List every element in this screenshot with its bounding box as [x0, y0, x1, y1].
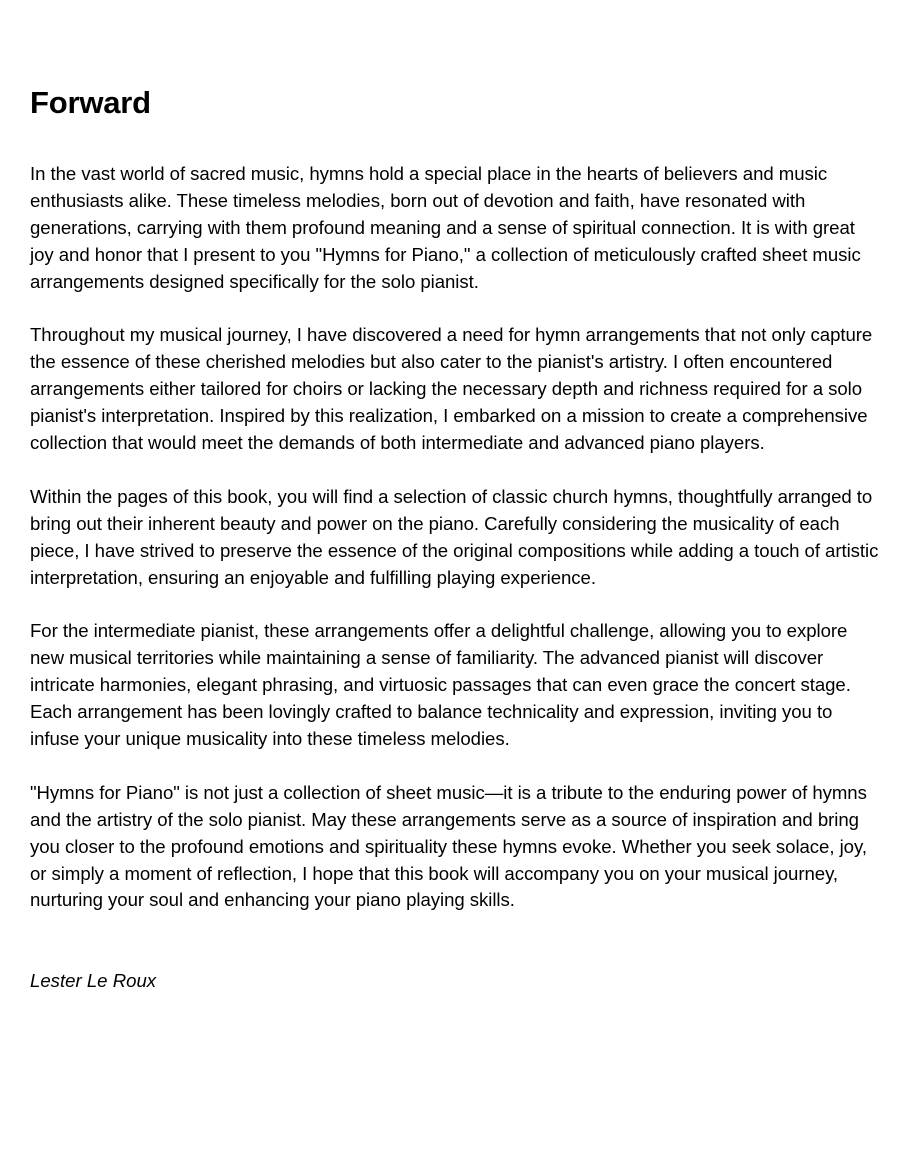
page-title: Forward	[30, 85, 151, 120]
paragraph-contents: Within the pages of this book, you will find a selection of classic church hymns, thoughtfully arranged to bring out their inherent beauty and power on the piano. Carefully considering the musicality of each piece, I have strived to preserve the essence of the original compositions while adding a touch of artistic interpretation, ensuring an enjoyable and fulfilling playing experience.	[30, 485, 879, 588]
paragraph-audience: For the intermediate pianist, these arrangements offer a delightful challenge, allowing you to explore new musical territories while maintaining a sense of familiarity. The advanced pianist will discover intricate harmonies, elegant phrasing, and virtuosic passages that can even grace the concert stage. Each arrangement has been lovingly crafted to balance technicality and expression, inviting you to infuse your unique musicality into these timeless melodies.	[30, 620, 851, 749]
paragraph-motivation: Throughout my musical journey, I have discovered a need for hymn arrangements that not only capture the essence of these cherished melodies but also cater to the pianist's artistry. I often encountered arrangements either tailored for choirs or lacking the necessary depth and richness required for a solo pianist's interpretation. Inspired by this realization, I embarked on a mission to create a comprehensive collection that would meet the demands of both intermediate and advanced piano players.	[30, 324, 873, 454]
paragraph-introduction: In the vast world of sacred music, hymns hold a special place in the hearts of believers and music enthusiasts alike. These timeless melodies, born out of devotion and faith, have resonated with generations, carrying with them profound meaning and a sense of spiritual connection. It is with great joy and honor that I present to you "Hymns for Piano," a collection of meticulously crafted sheet music arrangements designed specifically for the solo pianist.	[30, 163, 861, 292]
paragraph-closing: "Hymns for Piano" is not just a collection of sheet music—it is a tribute to the enduring power of hymns and the artistry of the solo pianist. May these arrangements serve as a source of inspiration and bring you closer to the profound emotions and spirituality these hymns evoke. Whether you seek solace, joy, or simply a moment of reflection, I hope that this book will accompany you on your musical journey, nurturing your soul and enhancing your piano playing skills.	[30, 781, 867, 911]
document-page	[30, 84, 880, 995]
author-signature: Lester Le Roux	[30, 970, 157, 992]
